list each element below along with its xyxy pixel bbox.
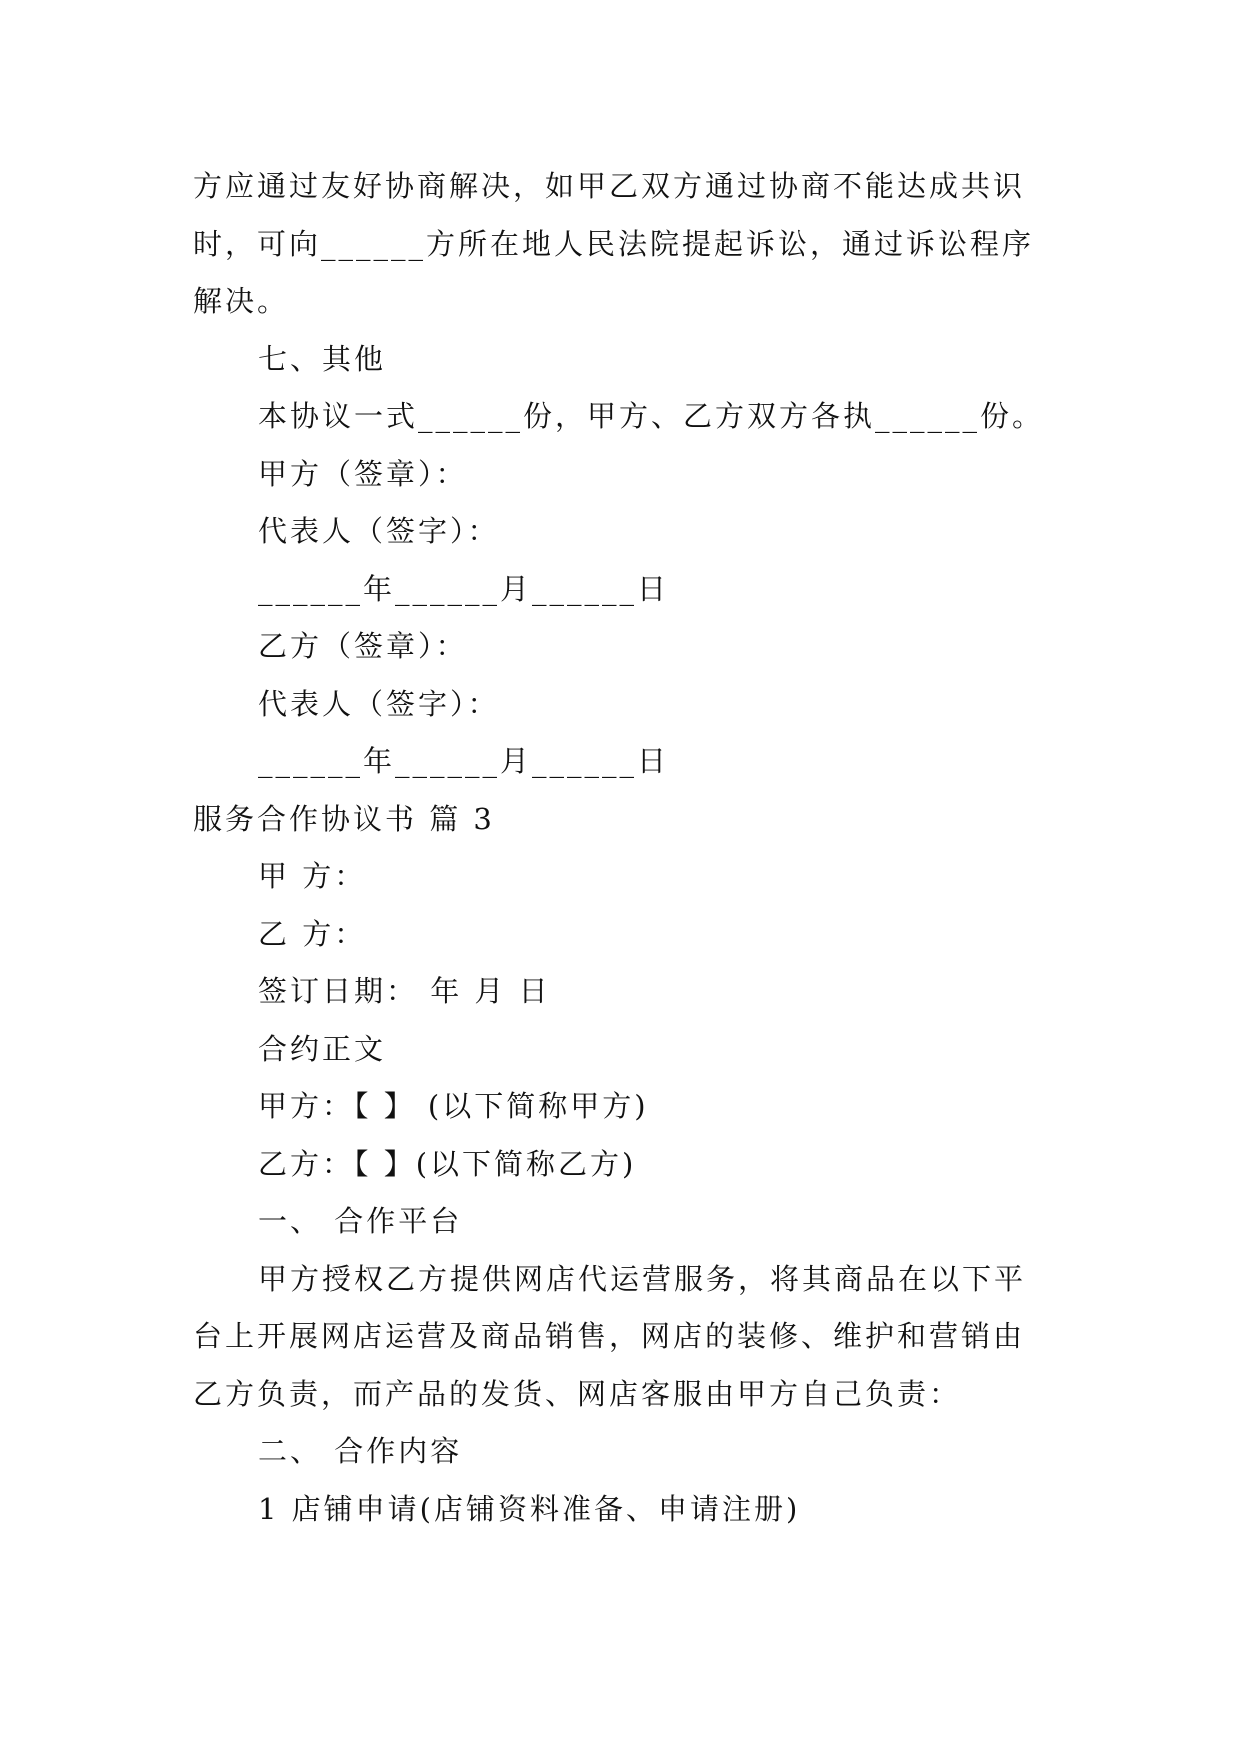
section-heading: 七、其他	[258, 342, 387, 376]
text-line: 乙方负责，而产品的发货、网店客服由甲方自己负责：	[193, 1377, 962, 1411]
date-line: ______年______月______日	[258, 572, 670, 606]
date-line: ______年______月______日	[258, 744, 670, 778]
text-line: 时，可向______方所在地人民法院提起诉讼，通过诉讼程序	[193, 227, 1035, 261]
text-line: 台上开展网店运营及商品销售，网店的装修、维护和营销由	[193, 1319, 1026, 1353]
party-label: 甲方：【 】 (以下简称甲方)	[258, 1089, 649, 1123]
party-label: 乙 方：	[258, 917, 367, 951]
signing-date: 签订日期： 年 月 日	[258, 974, 551, 1008]
text-line: 方应通过友好协商解决，如甲乙双方通过协商不能达成共识	[193, 169, 1026, 203]
text-line: 1 店铺申请(店铺资料准备、申请注册)	[258, 1492, 801, 1526]
text-line: 本协议一式______份，甲方、乙方双方各执______份。	[258, 399, 1045, 433]
document-title: 服务合作协议书 篇 3	[193, 802, 495, 836]
signature-label: 代表人（签字）：	[258, 687, 500, 721]
section-heading: 二、 合作内容	[258, 1434, 463, 1468]
signature-label: 代表人（签字）：	[258, 514, 500, 548]
text-line: 解决。	[193, 284, 290, 318]
text-line: 甲方授权乙方提供网店代运营服务，将其商品在以下平	[258, 1262, 1027, 1296]
party-label: 甲 方：	[258, 859, 367, 893]
signature-label: 甲方（签章）：	[258, 457, 468, 491]
section-heading: 一、 合作平台	[258, 1204, 463, 1238]
signature-label: 乙方（签章）：	[258, 629, 468, 663]
party-label: 乙方：【 】(以下简称乙方)	[258, 1147, 637, 1181]
section-heading: 合约正文	[258, 1032, 387, 1066]
